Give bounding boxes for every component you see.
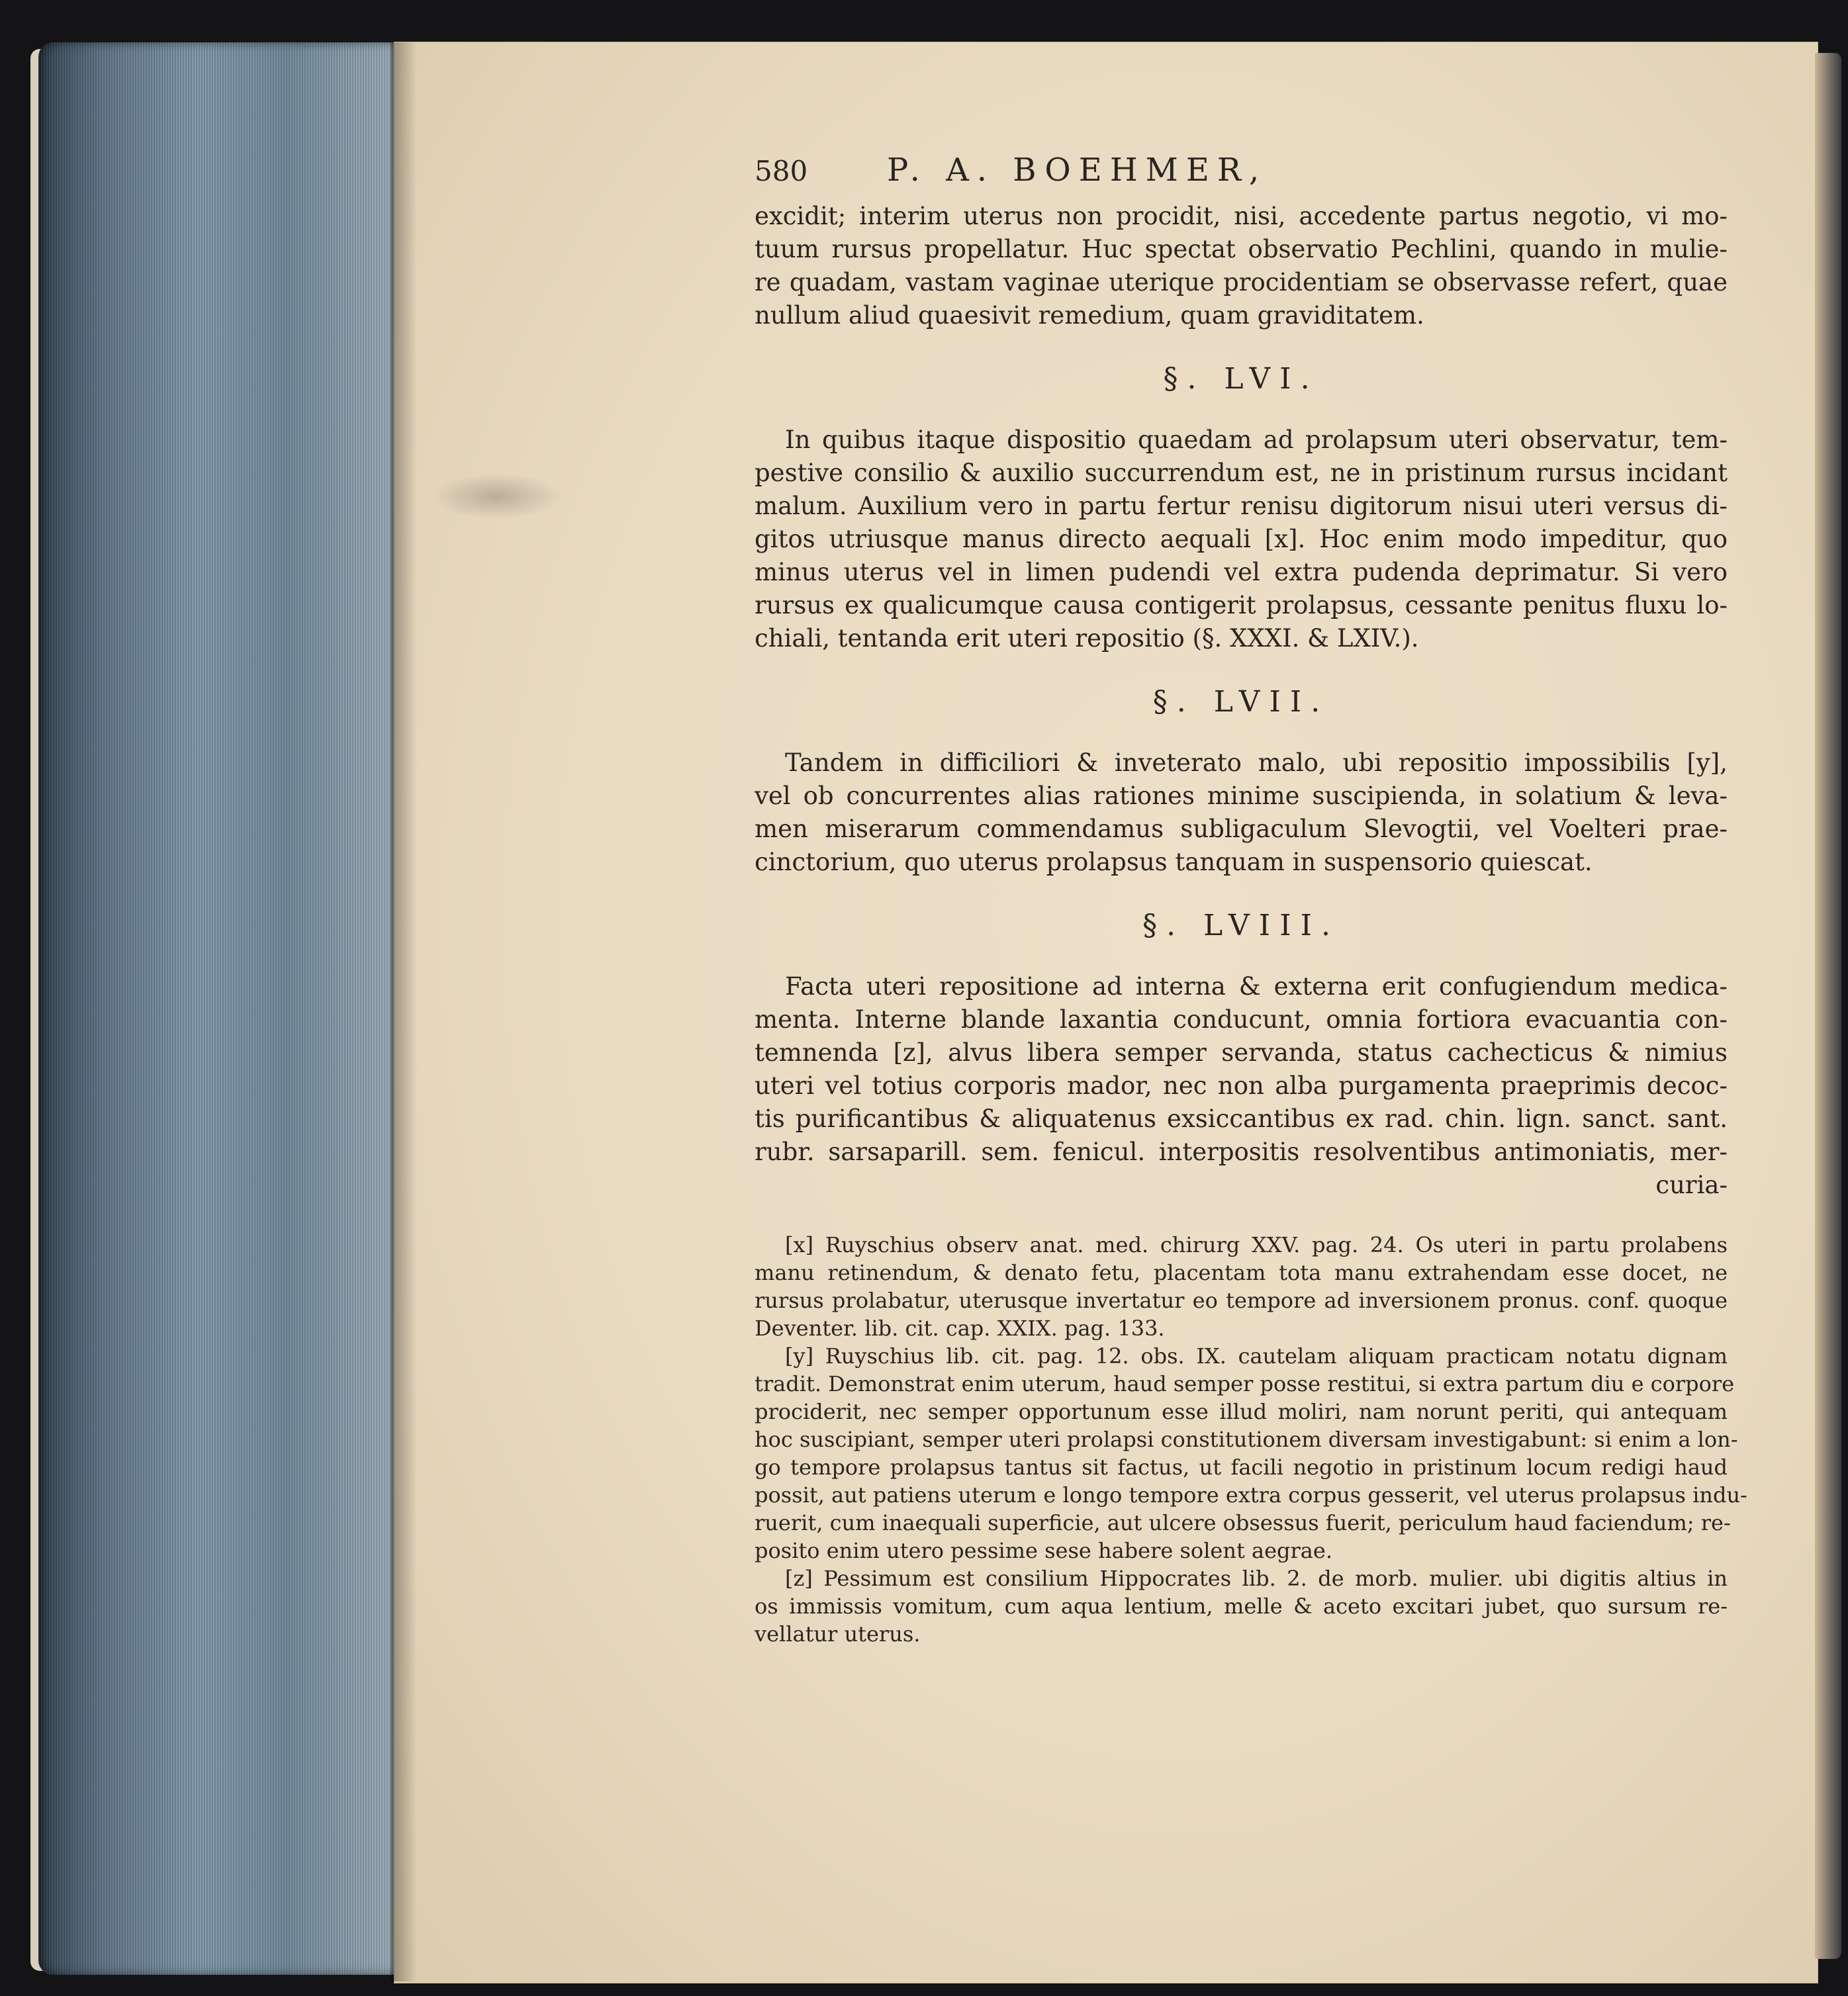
footnote-line: [z] Pessimum est consilium Hippocrates lib. 2. de morb. mulier. ubi digitis altius in — [785, 1566, 1728, 1591]
footnote-line: ruerit, cum inaequali superficie, aut ulcere obsessus fuerit, periculum haud faciendum; re- — [755, 1510, 1731, 1535]
section-56-paragraph — [755, 424, 1728, 655]
text-line: vel ob concurrentes alias rationes minime suscipienda, in solatium & leva- — [755, 782, 1728, 810]
footnote-line: Deventer. lib. cit. cap. XXIX. pag. 133. — [755, 1316, 1165, 1341]
text-line: tis purificantibus & aliquatenus exsiccantibus ex rad. chin. lign. sanct. sant. — [755, 1105, 1728, 1133]
footnote-line: possit, aut patiens uterum e longo tempore extra corpus gesserit, vel uterus prolapsus indu- — [755, 1482, 1747, 1508]
footnote-line: [x] Ruyschius observ anat. med. chirurg XXV. pag. 24. Os uteri in partu prolabens — [785, 1232, 1728, 1257]
book-page-edges — [38, 42, 396, 1975]
page-right-edge — [1815, 53, 1841, 1959]
text-line: excidit; interim uterus non procidit, nisi, accedente partus negotio, vi mo- — [755, 202, 1728, 230]
text-line: nullum aliud quaesivit remedium, quam graviditatem. — [755, 301, 1424, 330]
page-gutter-shadow — [391, 42, 417, 1981]
footnote-line: posito enim utero pessime sese habere solent aegrae. — [755, 1538, 1332, 1563]
text-line: gitos utriusque manus directo aequali [x]. Hoc enim modo impeditur, quo — [755, 525, 1728, 553]
text-line: malum. Auxilium vero in partu fertur renisu digitorum nisui uteri versus di- — [755, 492, 1728, 520]
footnote-line: prociderit, nec semper opportunum esse illud moliri, nam norunt periti, qui antequam — [755, 1399, 1728, 1424]
text-line: temnenda [z], alvus libera semper servanda, status cachecticus & nimius — [755, 1038, 1728, 1067]
footnote-line: [y] Ruyschius lib. cit. pag. 12. obs. IX. cautelam aliquam practicam notatu dignam — [785, 1343, 1728, 1369]
text-line: chiali, tentanda erit uteri repositio (§. XXXI. & LXIV.). — [755, 624, 1419, 653]
text-line: Tandem in difficiliori & inveterato malo, ubi repositio impossibilis [y], — [785, 748, 1728, 777]
text-line: pestive consilio & auxilio succurrendum est, ne in pristinum rursus incidant — [755, 459, 1728, 487]
footnote-line: rursus prolabatur, uterusque invertatur eo tempore ad inversionem pronus. conf. quoque — [755, 1288, 1728, 1313]
text-line: In quibus itaque dispositio quaedam ad prolapsum uteri observatur, tem- — [785, 426, 1728, 454]
running-head: P. A. BOEHMER, — [887, 152, 1268, 189]
footnote-line: hoc suscipiant, semper uteri prolapsi constitutionem diversam investigabunt: si enim a lon- — [755, 1427, 1738, 1452]
section-58-paragraph — [755, 970, 1728, 1202]
catchword: curia- — [1655, 1171, 1728, 1199]
footnote-x — [755, 1231, 1728, 1342]
text-line: minus uterus vel in limen pudendi vel extra pudenda deprimatur. Si vero — [755, 558, 1728, 586]
continuation-paragraph — [755, 200, 1728, 332]
section-57-paragraph — [755, 747, 1728, 879]
footnote-z — [755, 1565, 1728, 1648]
text-line: menta. Interne blande laxantia conducunt, omnia fortiora evacuantia con- — [755, 1005, 1728, 1034]
text-line: tuum rursus propellatur. Huc spectat observatio Pechlini, quando in mulie- — [755, 235, 1728, 263]
paper-stain — [430, 473, 563, 520]
section-heading-57: §. LVII. — [1152, 685, 1330, 719]
text-line: uteri vel totius corporis mador, nec non alba purgamenta praeprimis decoc- — [755, 1071, 1728, 1100]
footnotes — [755, 1231, 1747, 1648]
text-line: rursus ex qualicumque causa contigerit prolapsus, cessante penitus fluxu lo- — [755, 591, 1728, 619]
footnote-line: vellatur uterus. — [755, 1621, 921, 1647]
text-line: cinctorium, quo uterus prolapsus tanquam in suspensorio quiescat. — [755, 848, 1593, 876]
text-line: re quadam, vastam vaginae uterique procidentiam se observasse refert, quae — [755, 268, 1728, 296]
page-text — [755, 152, 1747, 1648]
footnote-y — [755, 1342, 1747, 1565]
text-line: Facta uteri repositione ad interna & externa erit confugiendum medica- — [785, 972, 1728, 1001]
footnote-line: tradit. Demonstrat enim uterum, haud semper posse restitui, si extra partum diu e corpore — [755, 1371, 1735, 1396]
footnote-line: manu retinendum, & denato fetu, placentam tota manu extrahendam esse docet, ne — [755, 1260, 1728, 1285]
footnote-line: os immissis vomitum, cum aqua lentium, melle & aceto excitari jubet, quo sursum re- — [755, 1594, 1728, 1619]
footnote-line: go tempore prolapsus tantus sit factus, ut facili negotio in pristinum locum redigi haud — [755, 1455, 1728, 1480]
section-heading-58: §. LVIII. — [1142, 909, 1340, 942]
text-line: men miserarum commendamus subligaculum Slevogtii, vel Voelteri prae- — [755, 815, 1728, 843]
page-number: 580 — [755, 155, 808, 187]
text-line: rubr. sarsaparill. sem. fenicul. interpositis resolventibus antimoniatis, mer- — [755, 1138, 1728, 1166]
page-header — [755, 154, 1728, 196]
section-heading-56: §. LVI. — [1163, 362, 1319, 396]
